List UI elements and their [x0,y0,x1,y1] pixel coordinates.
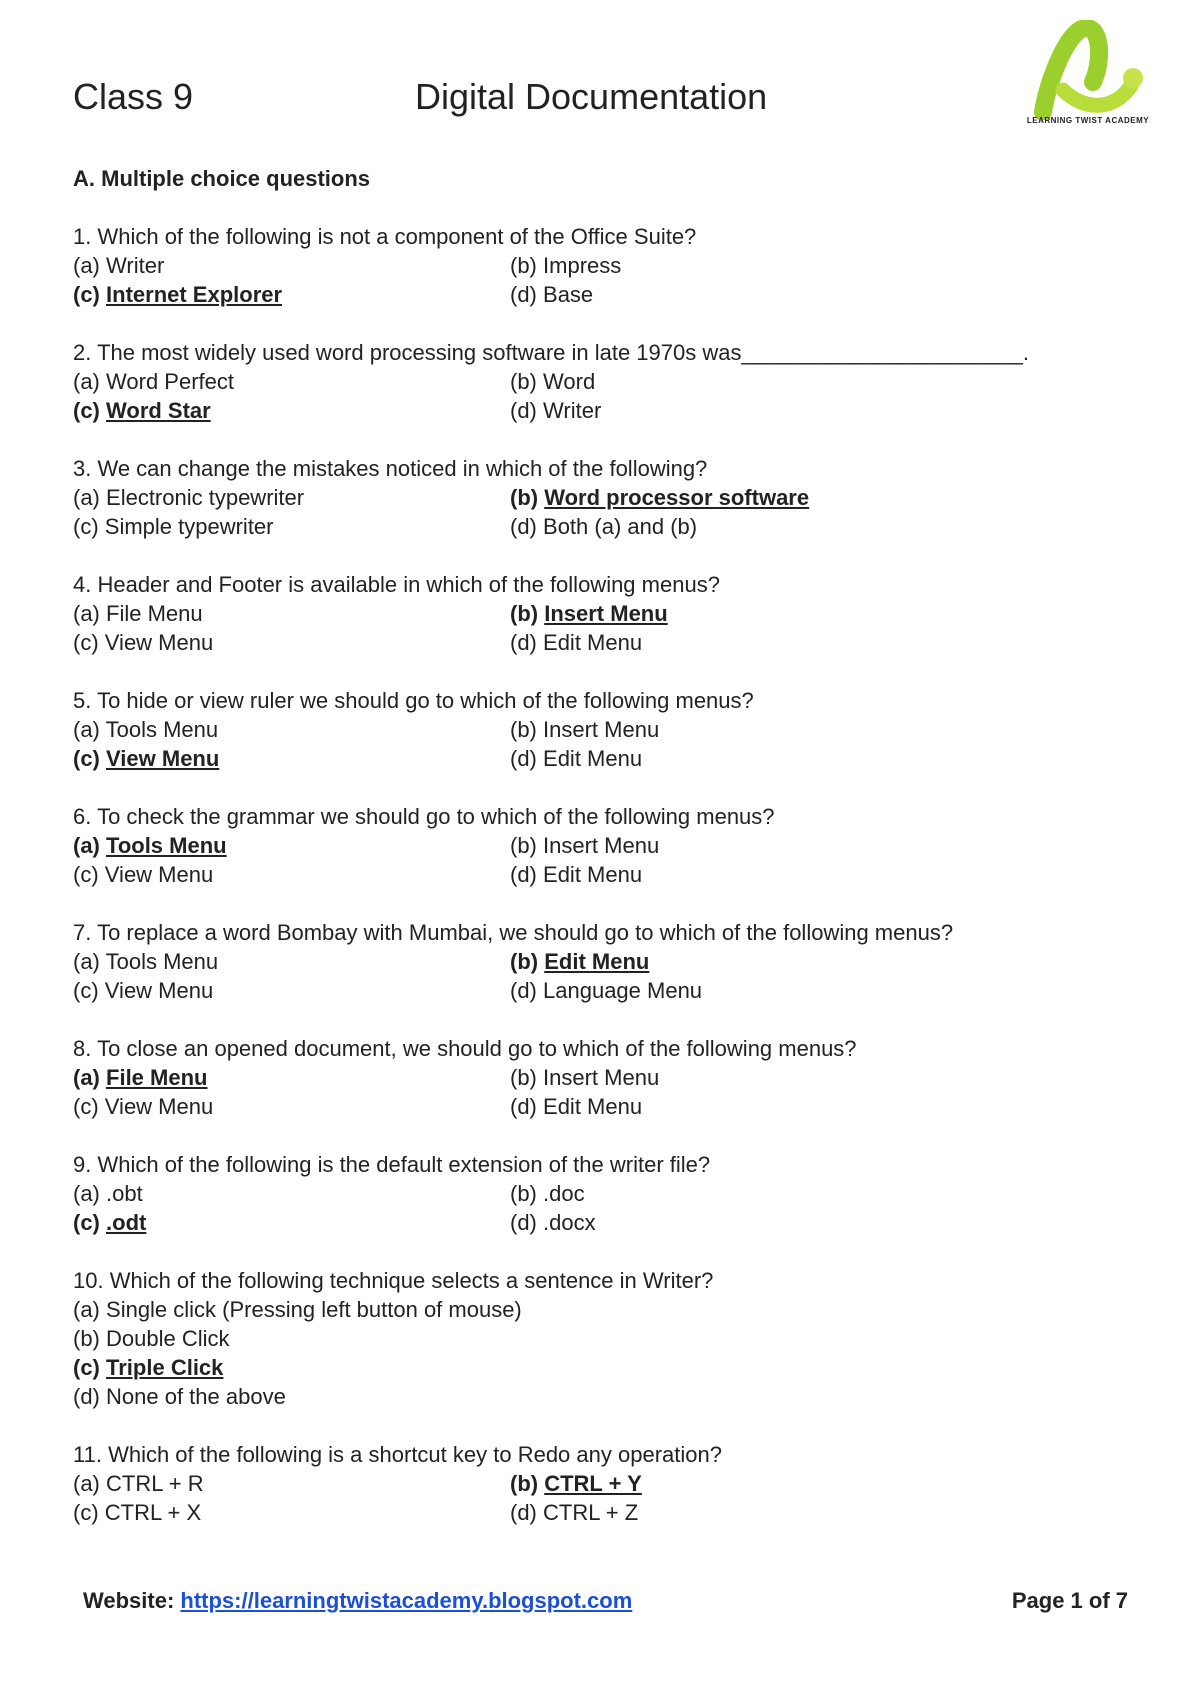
option-text: View Menu [106,746,220,771]
answer-option [510,512,1143,541]
page-number: Page 1 of 7 [1011,1588,1128,1613]
question-text: 4. Header and Footer is available in which of the following menus? [73,572,720,597]
website-link[interactable]: https://learningtwistacademy.blogspot.com [180,1588,633,1613]
section-title: A. Multiple choice questions [73,166,371,191]
question-item [73,570,1143,657]
question-item [73,338,1143,425]
option-text: Electronic typewriter [106,485,305,510]
answer-option [73,947,510,976]
correct-option [73,1353,1143,1382]
answer-option [510,1498,1143,1527]
option-list [73,483,1143,541]
option-letter: (a) [73,1065,100,1090]
option-list [73,1063,1143,1121]
answer-option [73,715,510,744]
answer-option [510,831,1143,860]
option-letter: (b) [510,1181,537,1206]
question-item [73,1150,1143,1237]
option-text: Internet Explorer [106,282,283,307]
option-letter: (d) [510,746,537,771]
option-letter: (b) [510,717,537,742]
option-text: .docx [543,1210,596,1235]
question-item [73,1034,1143,1121]
option-text: .odt [106,1210,147,1235]
question-item [73,222,1143,309]
question-item [73,454,1143,541]
answer-option [510,976,1143,1005]
option-letter: (d) [510,978,537,1003]
option-text: Edit Menu [543,630,643,655]
option-letter: (c) [73,514,99,539]
option-letter: (d) [510,862,537,887]
academy-logo [1023,20,1153,130]
page-footer [83,1588,1128,1614]
answer-option [510,367,1143,396]
option-letter: (a) [73,717,100,742]
option-text: Edit Menu [543,1094,643,1119]
option-letter: (d) [510,282,537,307]
answer-option [73,1324,1143,1353]
answer-option [73,1382,1143,1411]
option-letter: (a) [73,601,100,626]
option-text: Edit Menu [543,862,643,887]
option-text: Tools Menu [105,717,219,742]
option-list [73,599,1143,657]
question-text: 11. Which of the following is a shortcut key to Redo any operation? [73,1442,722,1467]
website-label: Website: [83,1588,175,1613]
question-item [73,686,1143,773]
answer-option [73,1498,510,1527]
answer-option [73,367,510,396]
class-label: Class 9 [73,76,194,117]
option-text: Word processor software [544,485,810,510]
correct-option [510,947,1143,976]
option-text: CTRL + Y [544,1471,642,1496]
option-text: CTRL + Z [543,1500,639,1525]
option-text: Double Click [106,1326,230,1351]
option-letter: (a) [73,1181,100,1206]
answer-option [510,1063,1143,1092]
option-letter: (b) [510,949,539,974]
option-text: Simple typewriter [104,514,274,539]
option-letter: (a) [73,1297,100,1322]
option-letter: (c) [73,630,99,655]
option-letter: (c) [73,1094,99,1119]
option-letter: (d) [510,398,537,423]
option-text: File Menu [106,1065,208,1090]
document-title: Digital Documentation [415,76,768,117]
answer-option [73,251,510,280]
option-text: Edit Menu [544,949,650,974]
correct-option [73,1208,510,1237]
option-list [73,1179,1143,1237]
logo-mark-icon [1023,20,1153,120]
option-letter: (b) [510,485,539,510]
answer-option [73,1469,510,1498]
correct-option [73,396,510,425]
option-letter: (c) [73,282,100,307]
option-text: Language Menu [543,978,703,1003]
correct-option [73,831,510,860]
option-text: Insert Menu [543,717,660,742]
question-text: 9. Which of the following is the default extension of the writer file? [73,1152,711,1177]
option-letter: (d) [510,1094,537,1119]
question-text: 3. We can change the mistakes noticed in which of the following? [73,456,708,481]
question-item [73,802,1143,889]
option-text: Tools Menu [106,833,227,858]
correct-option [510,599,1143,628]
answer-option [73,512,510,541]
option-text: CTRL + X [104,1500,202,1525]
option-text: Word Star [106,398,211,423]
option-text: View Menu [104,978,214,1003]
option-letter: (c) [73,1355,100,1380]
option-letter: (c) [73,862,99,887]
correct-option [73,1063,510,1092]
question-item [73,1266,1143,1411]
question-list [73,222,1143,1527]
question-text: 2. The most widely used word processing software in late 1970s was_______________________. [73,340,1030,365]
option-list [73,1295,1143,1411]
answer-option [510,280,1143,309]
option-letter: (c) [73,398,100,423]
correct-option [73,280,510,309]
option-letter: (d) [510,1500,537,1525]
answer-option [510,1092,1143,1121]
questions-content [73,164,1143,1556]
option-letter: (d) [510,514,537,539]
option-list [73,251,1143,309]
answer-option [510,860,1143,889]
option-text: Insert Menu [543,833,660,858]
option-letter: (c) [73,1500,99,1525]
answer-option [510,744,1143,773]
option-letter: (a) [73,1471,100,1496]
question-text: 5. To hide or view ruler we should go to which of the following menus? [73,688,754,713]
option-text: Word Perfect [106,369,234,394]
option-text: Tools Menu [105,949,219,974]
option-text: File Menu [106,601,203,626]
option-text: Writer [543,398,602,423]
correct-option [510,1469,1143,1498]
question-item [73,918,1143,1005]
question-item [73,1440,1143,1527]
option-letter: (a) [73,369,100,394]
option-list [73,367,1143,425]
option-text: Insert Menu [543,1065,660,1090]
option-text: Both (a) and (b) [543,514,698,539]
option-text: View Menu [104,630,214,655]
answer-option [510,251,1143,280]
option-letter: (a) [73,949,100,974]
answer-option [73,1179,510,1208]
option-letter: (b) [510,1065,537,1090]
answer-option [73,1295,1143,1324]
question-text: 1. Which of the following is not a component of the Office Suite? [73,224,697,249]
option-letter: (b) [510,601,539,626]
answer-option [73,483,510,512]
option-letter: (b) [510,1471,539,1496]
option-text: None of the above [106,1384,286,1409]
question-text: 10. Which of the following technique selects a sentence in Writer? [73,1268,714,1293]
option-text: Single click (Pressing left button of mouse) [106,1297,522,1322]
option-letter: (c) [73,746,100,771]
answer-option [510,715,1143,744]
option-letter: (c) [73,978,99,1003]
page-header [73,70,1150,130]
option-text: View Menu [104,1094,214,1119]
option-text: View Menu [104,862,214,887]
answer-option [510,628,1143,657]
question-text: 6. To check the grammar we should go to which of the following menus? [73,804,775,829]
option-letter: (b) [73,1326,100,1351]
question-text: 8. To close an opened document, we should go to which of the following menus? [73,1036,857,1061]
option-text: .obt [106,1181,143,1206]
answer-option [510,396,1143,425]
option-letter: (c) [73,1210,100,1235]
answer-option [73,628,510,657]
option-letter: (a) [73,485,100,510]
question-text: 7. To replace a word Bombay with Mumbai, we should go to which of the following menus? [73,920,954,945]
option-text: Insert Menu [544,601,668,626]
answer-option [510,1208,1143,1237]
option-letter: (d) [510,630,537,655]
answer-option [510,1179,1143,1208]
option-text: CTRL + R [106,1471,204,1496]
option-list [73,831,1143,889]
correct-option [510,483,1143,512]
option-letter: (d) [73,1384,100,1409]
option-text: Word [543,369,596,394]
option-list [73,1469,1143,1527]
answer-option [73,976,510,1005]
option-letter: (b) [510,253,537,278]
option-letter: (a) [73,833,100,858]
logo-text: LEARNING TWIST ACADEMY [1026,116,1150,125]
answer-option [73,1092,510,1121]
option-text: Triple Click [106,1355,224,1380]
option-list [73,715,1143,773]
option-letter: (d) [510,1210,537,1235]
option-text: .doc [543,1181,585,1206]
option-letter: (b) [510,369,537,394]
option-text: Base [543,282,594,307]
option-list [73,947,1143,1005]
option-letter: (b) [510,833,537,858]
option-text: Edit Menu [543,746,643,771]
option-text: Writer [106,253,165,278]
option-letter: (a) [73,253,100,278]
option-text: Impress [543,253,622,278]
answer-option [73,860,510,889]
answer-option [73,599,510,628]
correct-option [73,744,510,773]
